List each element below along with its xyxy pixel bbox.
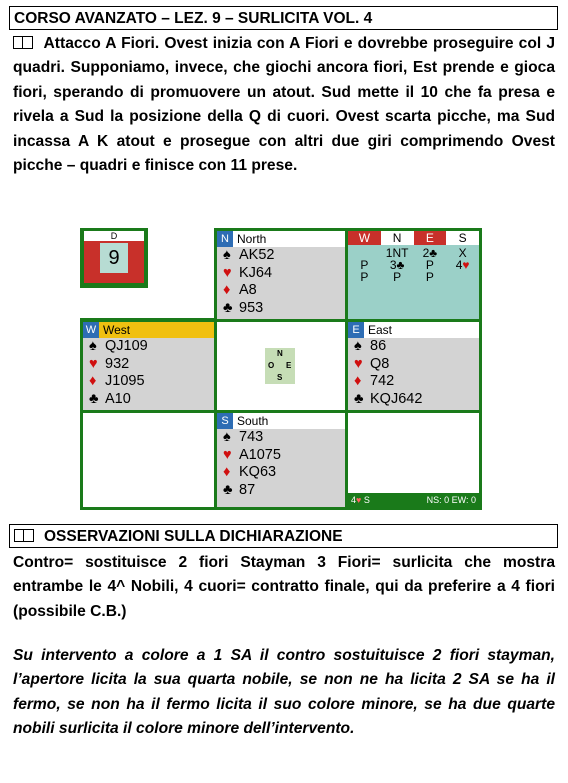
heart-icon: ♥ <box>354 355 363 372</box>
book-icon <box>14 529 34 542</box>
compass <box>265 348 295 384</box>
bid-header-n: N <box>381 231 414 245</box>
diamond-icon: ♦ <box>354 373 362 389</box>
intro-text: Attacco A Fiori. Ovest inizia con A Fiori e dovrebbe proseguire col J quadri. Supponiamo, invece, che giochi ancora fiori, Est prende e gioca fiori, sperando di promuovere un atout. Sud mette il 10 che fa presa e rivela a Sud la posizione della Q di cuori. Ovest scarta picche, ma Sud incassa A K atout e prosegue con altri due giri comprimendo Ovest picche – quadri e finisce con 11 prese. <box>13 35 555 175</box>
diamond-icon: ♦ <box>223 464 231 480</box>
vulnerability-box <box>84 231 144 283</box>
east-diamonds: 742 <box>370 373 395 389</box>
heart-icon: ♥ <box>223 264 232 281</box>
heart-icon: ♥ <box>356 495 362 505</box>
west-spades: QJ109 <box>105 338 148 354</box>
dir-badge-west: W <box>83 322 99 338</box>
bridge-diagram <box>80 228 482 510</box>
compass-s: S <box>277 373 283 382</box>
south-clubs: 87 <box>239 481 256 498</box>
bid-row <box>348 271 479 283</box>
empty-cell <box>83 413 214 507</box>
bidding-body <box>348 245 479 319</box>
bidding-header <box>348 231 479 245</box>
bid-header-e: E <box>414 231 447 245</box>
bid <box>446 271 479 283</box>
result-bar <box>348 493 479 507</box>
heart-icon: ♥ <box>223 446 232 463</box>
hand-north <box>217 231 345 319</box>
bid: 1NT <box>385 246 409 260</box>
south-hearts: A1075 <box>239 446 281 463</box>
dir-badge-south: S <box>217 413 233 429</box>
north-spades: AK52 <box>239 247 275 263</box>
west-diamonds: J1095 <box>105 373 145 389</box>
bid: P <box>360 258 369 272</box>
club-icon: ♣ <box>354 390 364 407</box>
title-header <box>9 6 558 30</box>
south-spades: 743 <box>239 429 264 445</box>
east-hearts: Q8 <box>370 355 390 372</box>
hand-south <box>217 413 345 507</box>
score: NS: 0 EW: 0 <box>426 495 476 505</box>
player-name-east: East <box>368 323 393 337</box>
bid: 4♥ <box>455 258 470 272</box>
bid: P <box>360 270 369 284</box>
east-clubs: KQJ642 <box>370 390 423 407</box>
heart-icon: ♥ <box>89 355 98 372</box>
intro-paragraph <box>13 32 555 178</box>
club-icon: ♣ <box>89 390 99 407</box>
dealer-label: D <box>84 231 144 241</box>
west-clubs: A10 <box>105 390 131 407</box>
hand-west <box>83 322 214 410</box>
hand-east <box>348 322 479 410</box>
club-icon: ♣ <box>223 481 233 498</box>
player-name-south: South <box>237 414 269 428</box>
book-icon <box>13 36 33 49</box>
board-info-cell <box>80 228 214 318</box>
south-diamonds: KQ63 <box>239 464 277 480</box>
section-title: OSSERVAZIONI SULLA DICHIARAZIONE <box>44 528 343 545</box>
bid: P <box>425 258 434 272</box>
heart-icon: ♥ <box>462 258 470 272</box>
compass-o: O <box>268 361 275 370</box>
bid: 3♣ <box>389 258 405 272</box>
bid: X <box>458 246 467 260</box>
north-hearts: KJ64 <box>239 264 273 281</box>
diamond-icon: ♦ <box>89 373 97 389</box>
spade-icon: ♠ <box>223 429 231 445</box>
north-clubs: 953 <box>239 299 264 316</box>
compass-e: E <box>286 361 292 370</box>
header-title: CORSO AVANZATO – LEZ. 9 – SURLICITA VOL. 4 <box>14 10 373 27</box>
table-center <box>217 322 345 410</box>
spade-icon: ♠ <box>354 338 362 354</box>
player-name-west: West <box>103 323 131 337</box>
bid: P <box>425 270 434 284</box>
bid: 2♣ <box>422 246 438 260</box>
section-header <box>9 524 558 548</box>
result-cell <box>348 413 479 507</box>
contract: 4♥ S <box>351 495 370 505</box>
observation-paragraph: Contro= sostituisce 2 fiori Stayman 3 Fiori= surlicita che mostra entrambe le 4^ Nobili, 4 cuori= contratto finale, qui da preferire a 4 fiori (possibile C.B.) <box>13 554 555 620</box>
west-hearts: 932 <box>105 355 130 372</box>
player-name-north: North <box>237 232 267 246</box>
east-spades: 86 <box>370 338 387 354</box>
note-paragraph: Su intervento a colore a 1 SA il contro sostuituisce 2 fiori stayman, l’apertore licita la sua quarta nobile, se non ne ha licita 2 SA se ha il fermo, se non ha il fermo licita il suo colore minore, se ha due quarte nobili surlicita il colore minore dell’intervento. <box>13 647 555 738</box>
dir-badge-north: N <box>217 231 233 247</box>
bid-header-w: W <box>348 231 381 245</box>
bid-header-s: S <box>446 231 479 245</box>
north-diamonds: A8 <box>239 282 257 298</box>
club-icon: ♣ <box>223 299 233 316</box>
diamond-icon: ♦ <box>223 282 231 298</box>
dir-badge-east: E <box>348 322 364 338</box>
spade-icon: ♠ <box>89 338 97 354</box>
spade-icon: ♠ <box>223 247 231 263</box>
board-number: 9 <box>100 243 128 273</box>
bidding-cell <box>348 231 479 319</box>
compass-n: N <box>277 349 283 358</box>
bid: P <box>393 270 402 284</box>
dealer-frame <box>80 228 148 288</box>
